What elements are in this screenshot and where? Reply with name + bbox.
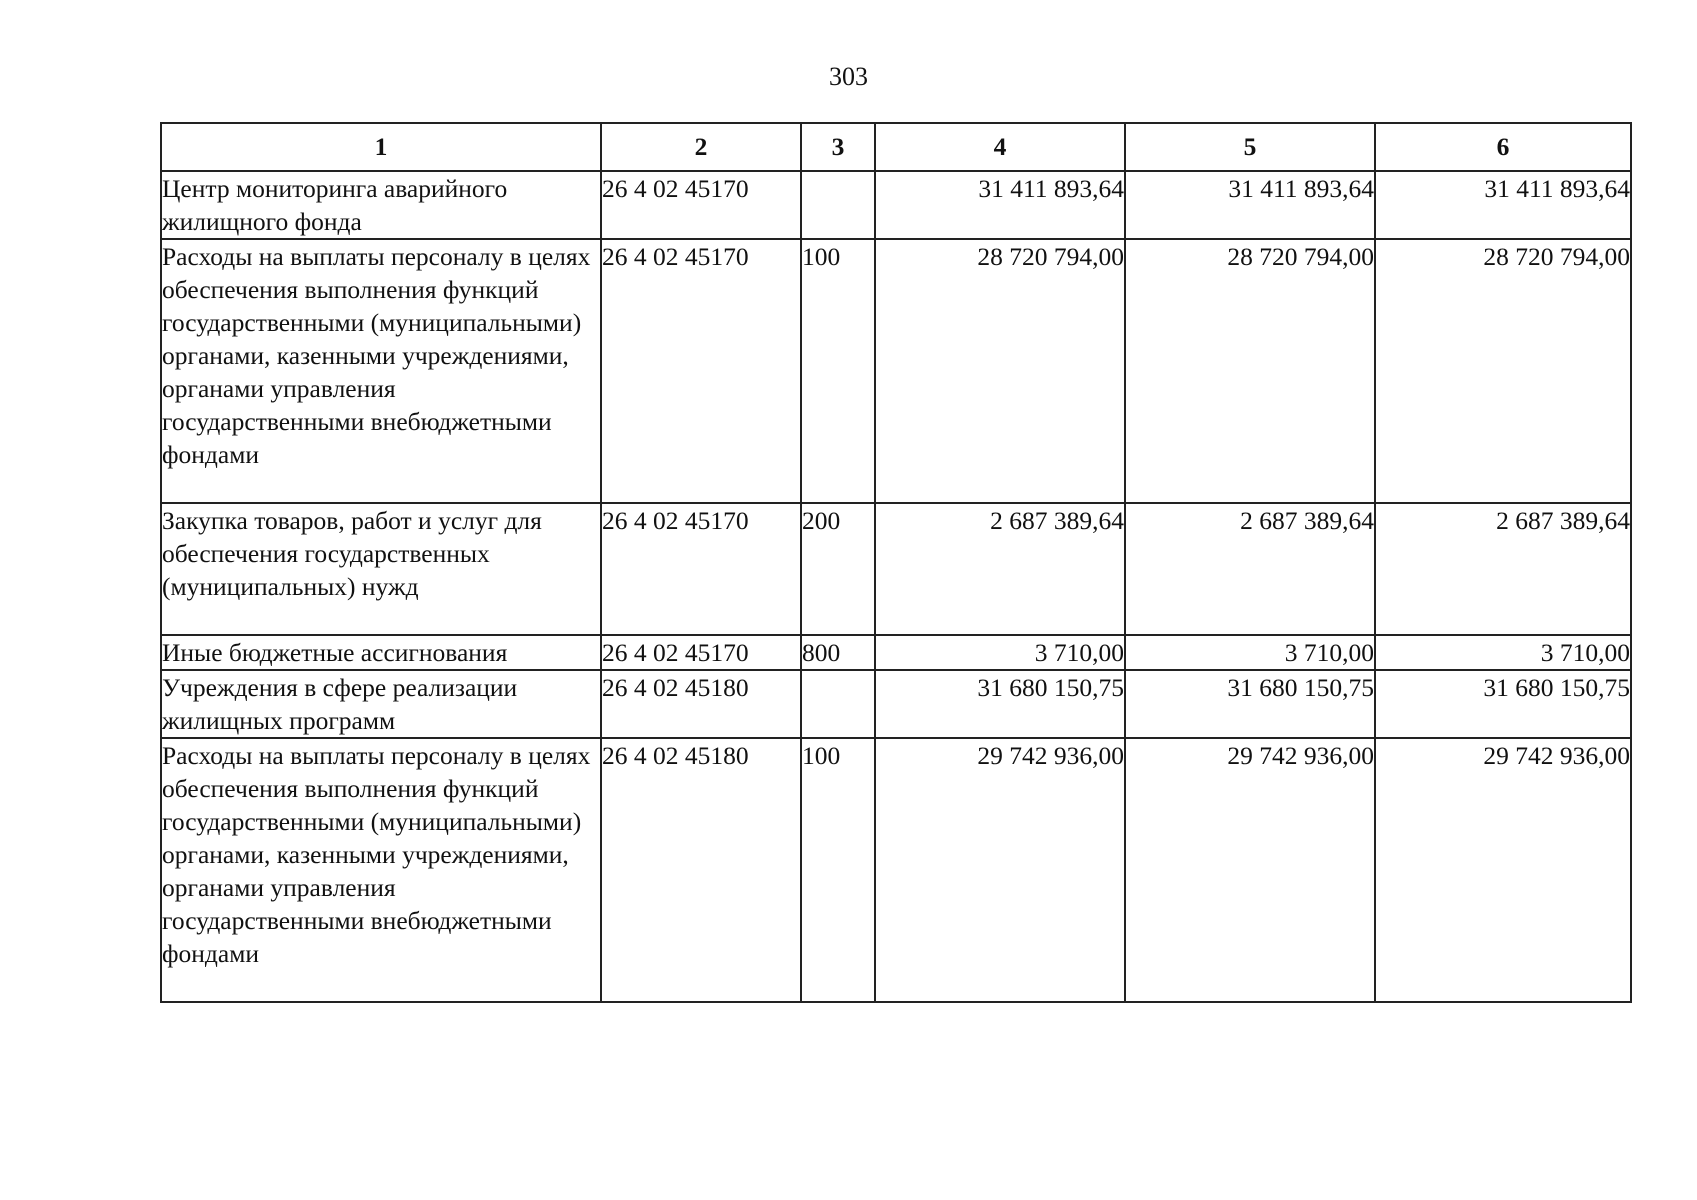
row-name-cell: Расходы на выплаты персоналу в целях обеспечения выполнения функций государственными (муниципальными) органами, казенными учреждениями, органами управления государственными внебюджетными фондами (161, 738, 601, 1002)
column-header: 1 (161, 123, 601, 171)
table-row (161, 239, 1631, 503)
expense-type-cell (801, 670, 875, 738)
table-row (161, 738, 1631, 1002)
amount-col5-cell: 31 411 893,64 (1125, 171, 1375, 239)
column-header: 3 (801, 123, 875, 171)
table-row (161, 503, 1631, 635)
amount-col6-cell: 2 687 389,64 (1375, 503, 1631, 635)
amount-col5-cell: 2 687 389,64 (1125, 503, 1375, 635)
table-header-row (161, 123, 1631, 171)
row-name-cell: Закупка товаров, работ и услуг для обеспечения государственных (муниципальных) нужд (161, 503, 601, 635)
amount-col4-cell: 29 742 936,00 (875, 738, 1125, 1002)
table-row (161, 635, 1631, 670)
target-code-cell: 26 4 02 45180 (601, 670, 801, 738)
amount-col6-cell: 28 720 794,00 (1375, 239, 1631, 503)
column-header: 5 (1125, 123, 1375, 171)
target-code-cell: 26 4 02 45170 (601, 503, 801, 635)
expense-type-cell: 100 (801, 738, 875, 1002)
amount-col6-cell: 3 710,00 (1375, 635, 1631, 670)
table-row (161, 670, 1631, 738)
target-code-cell: 26 4 02 45170 (601, 171, 801, 239)
amount-col5-cell: 28 720 794,00 (1125, 239, 1375, 503)
amount-col5-cell: 29 742 936,00 (1125, 738, 1375, 1002)
amount-col6-cell: 31 680 150,75 (1375, 670, 1631, 738)
row-name-cell: Центр мониторинга аварийного жилищного фонда (161, 171, 601, 239)
amount-col6-cell: 29 742 936,00 (1375, 738, 1631, 1002)
column-header: 2 (601, 123, 801, 171)
row-name-cell: Иные бюджетные ассигнования (161, 635, 601, 670)
target-code-cell: 26 4 02 45180 (601, 738, 801, 1002)
expense-type-cell: 200 (801, 503, 875, 635)
amount-col4-cell: 31 411 893,64 (875, 171, 1125, 239)
amount-col6-cell: 31 411 893,64 (1375, 171, 1631, 239)
page-number: 303 (829, 62, 868, 91)
row-name-cell: Учреждения в сфере реализации жилищных программ (161, 670, 601, 738)
amount-col4-cell: 2 687 389,64 (875, 503, 1125, 635)
budget-table (160, 122, 1632, 1003)
target-code-cell: 26 4 02 45170 (601, 635, 801, 670)
expense-type-cell: 800 (801, 635, 875, 670)
column-header: 4 (875, 123, 1125, 171)
row-name-cell: Расходы на выплаты персоналу в целях обеспечения выполнения функций государственными (муниципальными) органами, казенными учреждениями, органами управления государственными внебюджетными фондами (161, 239, 601, 503)
amount-col5-cell: 3 710,00 (1125, 635, 1375, 670)
amount-col5-cell: 31 680 150,75 (1125, 670, 1375, 738)
expense-type-cell: 100 (801, 239, 875, 503)
target-code-cell: 26 4 02 45170 (601, 239, 801, 503)
amount-col4-cell: 28 720 794,00 (875, 239, 1125, 503)
expense-type-cell (801, 171, 875, 239)
column-header: 6 (1375, 123, 1631, 171)
amount-col4-cell: 31 680 150,75 (875, 670, 1125, 738)
table-row (161, 171, 1631, 239)
amount-col4-cell: 3 710,00 (875, 635, 1125, 670)
